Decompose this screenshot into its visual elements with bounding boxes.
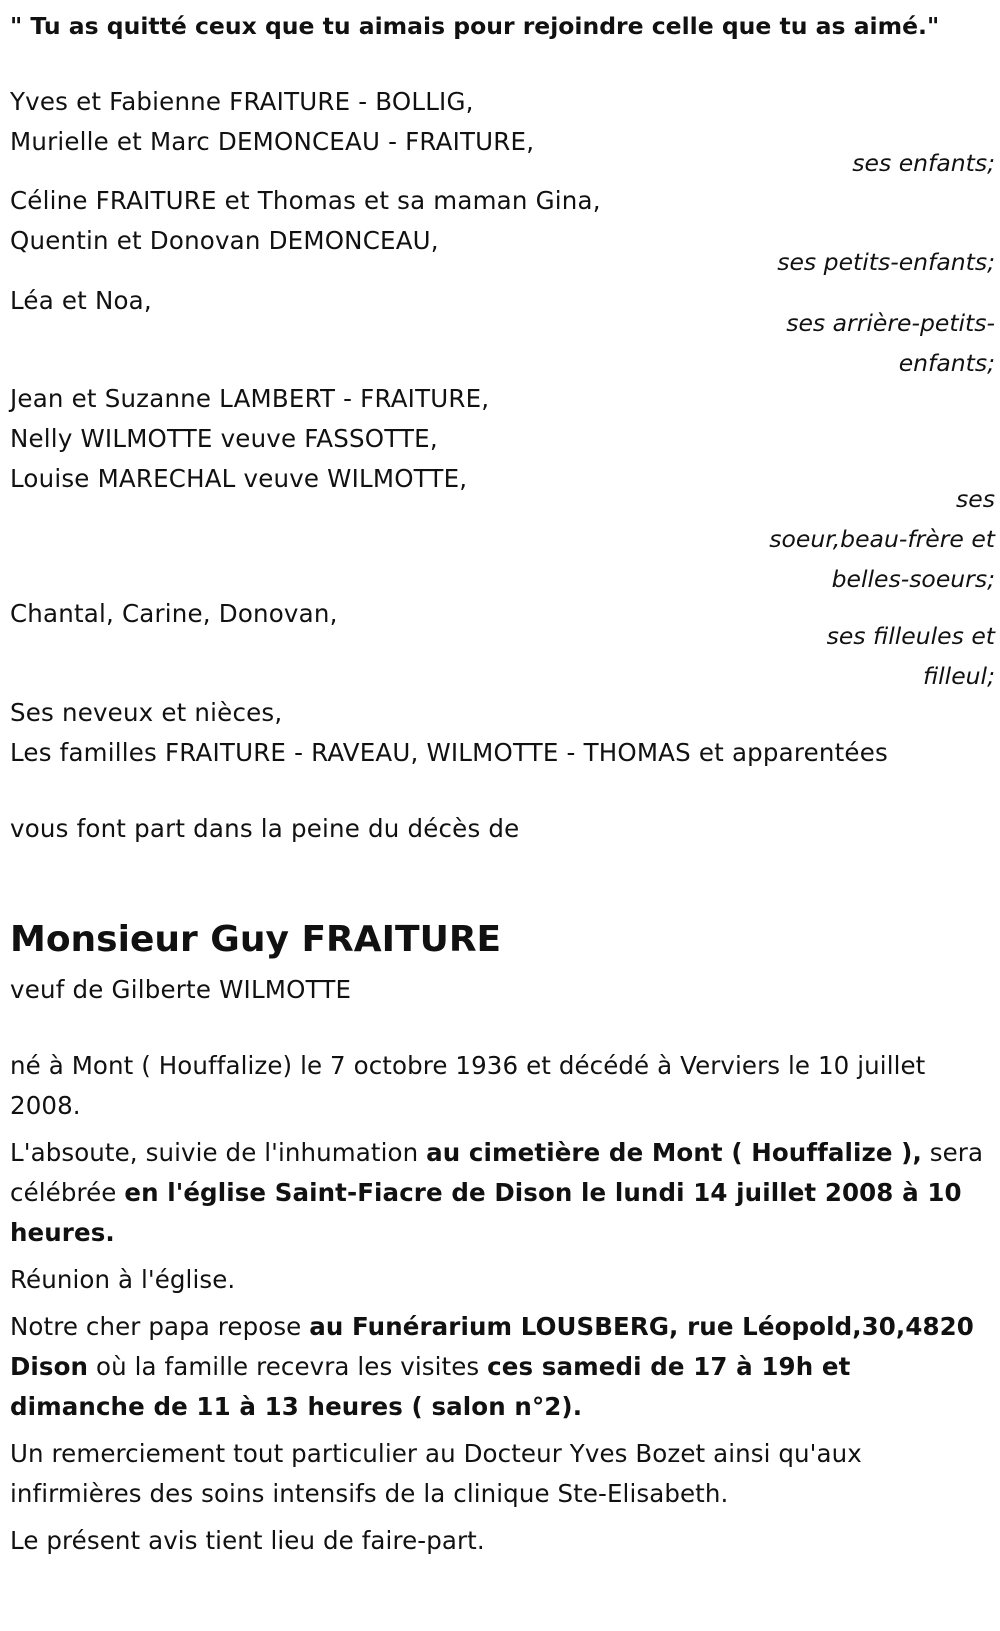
extended-family-block — [10, 693, 888, 773]
funerarium-paragraph: Notre cher papa repose au Funérarium LOUSBERG, rue Léopold,30,4820 Dison où la famille recevra les visites ces samedi de 17 à 19h et dimanche de 11 à 13 heures ( salon n°2). — [10, 1312, 974, 1421]
widower-line: veuf de Gilberte WILMOTTE — [10, 975, 352, 1004]
name-line: Léa et Noa, — [10, 286, 152, 315]
announcement: vous font part dans la peine du décès de — [10, 814, 520, 843]
relation-godchildren: ses filleules et filleul; — [826, 622, 995, 690]
name-line: Jean et Suzanne LAMBERT - FRAITURE, — [10, 384, 490, 413]
godchildren-block — [10, 594, 338, 634]
grandchildren-block — [10, 181, 601, 261]
name-line: Quentin et Donovan DEMONCEAU, — [10, 226, 439, 255]
relation-great-grandchildren: ses arrière-petits- enfants; — [786, 309, 995, 377]
name-line: Céline FRAITURE et Thomas et sa maman Gina, — [10, 186, 601, 215]
name-line: Chantal, Carine, Donovan, — [10, 599, 338, 628]
name-line: Yves et Fabienne FRAITURE - BOLLIG, — [10, 87, 474, 116]
reunion-paragraph: Réunion à l'église. — [10, 1265, 236, 1294]
birth-death-paragraph: né à Mont ( Houffalize) le 7 octobre 1936 et décédé à Verviers le 10 juillet 2008. — [10, 1051, 926, 1120]
relation-children: ses enfants; — [852, 149, 995, 177]
details-block — [10, 1046, 990, 1561]
siblings-block — [10, 379, 489, 499]
great-grandchildren-block — [10, 281, 152, 321]
closing-paragraph: Le présent avis tient lieu de faire-part. — [10, 1526, 485, 1555]
families-line: Les familles FRAITURE - RAVEAU, WILMOTTE - THOMAS et apparentées — [10, 738, 888, 767]
relation-grandchildren: ses petits-enfants; — [777, 248, 995, 276]
thanks-paragraph: Un remerciement tout particulier au Docteur Yves Bozet ainsi qu'aux infirmières des soins intensifs de la clinique Ste-Elisabeth. — [10, 1439, 862, 1508]
relation-siblings: ses soeur,beau-frère et belles-soeurs; — [769, 485, 995, 593]
absoute-paragraph: L'absoute, suivie de l'inhumation au cimetière de Mont ( Houffalize ), sera célébrée en l'église Saint-Fiacre de Dison le lundi 14 juillet 2008 à 10 heures. — [10, 1138, 984, 1247]
name-line: Murielle et Marc DEMONCEAU - FRAITURE, — [10, 127, 535, 156]
epitaph-quote: " Tu as quitté ceux que tu aimais pour rejoindre celle que tu as aimé." — [10, 12, 940, 40]
name-line: Louise MARECHAL veuve WILMOTTE, — [10, 464, 468, 493]
children-block — [10, 82, 534, 162]
nephews-line: Ses neveux et nièces, — [10, 698, 283, 727]
name-line: Nelly WILMOTTE veuve FASSOTTE, — [10, 424, 438, 453]
deceased-name: Monsieur Guy FRAITURE — [10, 919, 502, 960]
